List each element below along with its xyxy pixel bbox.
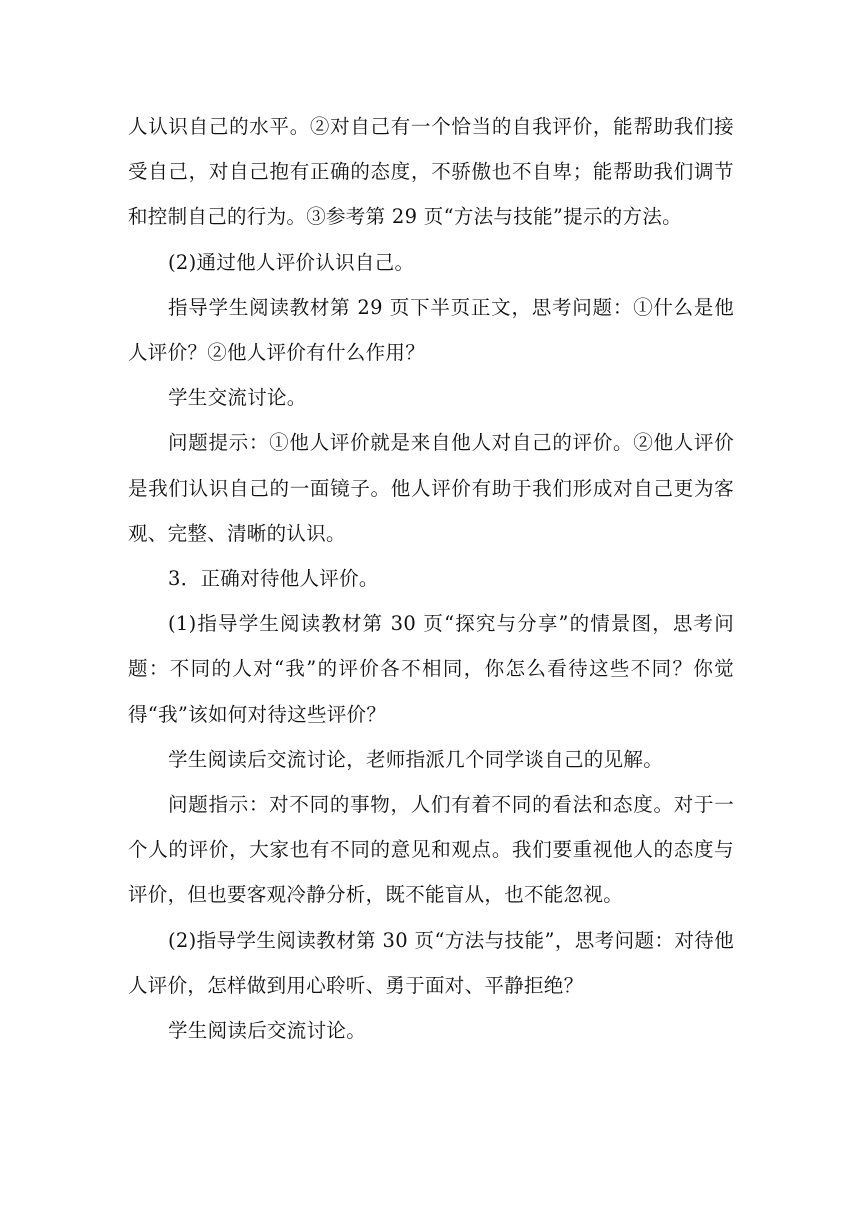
paragraph-continuation: 人认识自己的水平。②对自己有一个恰当的自我评价，能帮助我们接受自己，对自己抱有正确的态度，不骄傲也不自卑；能帮助我们调节和控制自己的行为。③参考第 29 页“方法与技能”提示的方法。 bbox=[128, 115, 734, 229]
paragraph-student-discussion: 学生交流讨论。 bbox=[168, 386, 307, 410]
paragraph-section-3-heading: 3．正确对待他人评价。 bbox=[168, 567, 379, 591]
paragraph-reading-guide-p30-methods: (2)指导学生阅读教材第 30 页“方法与技能”，思考问题：对待他人评价，怎样做到用心聆听、勇于面对、平静拒绝？ bbox=[128, 928, 734, 997]
paragraph-reading-guide-p30-explore: (1)指导学生阅读教材第 30 页“探究与分享”的情景图，思考问题：不同的人对“我”的评价各不相同，你怎么看待这些不同？你觉得“我”该如何对待这些评价？ bbox=[128, 612, 734, 726]
paragraph-reading-guide-p29: 指导学生阅读教材第 29 页下半页正文，思考问题：①什么是他人评价？②他人评价有什么作用？ bbox=[128, 295, 734, 365]
paragraph-question-instruction: 问题指示：对不同的事物，人们有着不同的看法和态度。对于一个人的评价，大家也有不同的意见和观点。我们要重视他人的态度与评价，但也要客观冷静分析，既不能盲从，也不能忽视。 bbox=[128, 793, 734, 907]
paragraph-student-reading-discussion: 学生阅读后交流讨论，老师指派几个同学谈自己的见解。 bbox=[168, 747, 664, 771]
paragraph-subheading-other-evaluation: (2)通过他人评价认识自己。 bbox=[168, 250, 415, 274]
document-body bbox=[128, 104, 734, 1053]
paragraph-final-discussion: 学生阅读后交流讨论。 bbox=[168, 1019, 367, 1043]
paragraph-question-hint: 问题提示：①他人评价就是来自他人对自己的评价。②他人评价是我们认识自己的一面镜子。他人评价有助于我们形成对自己更为客观、完整、清晰的认识。 bbox=[128, 431, 734, 545]
